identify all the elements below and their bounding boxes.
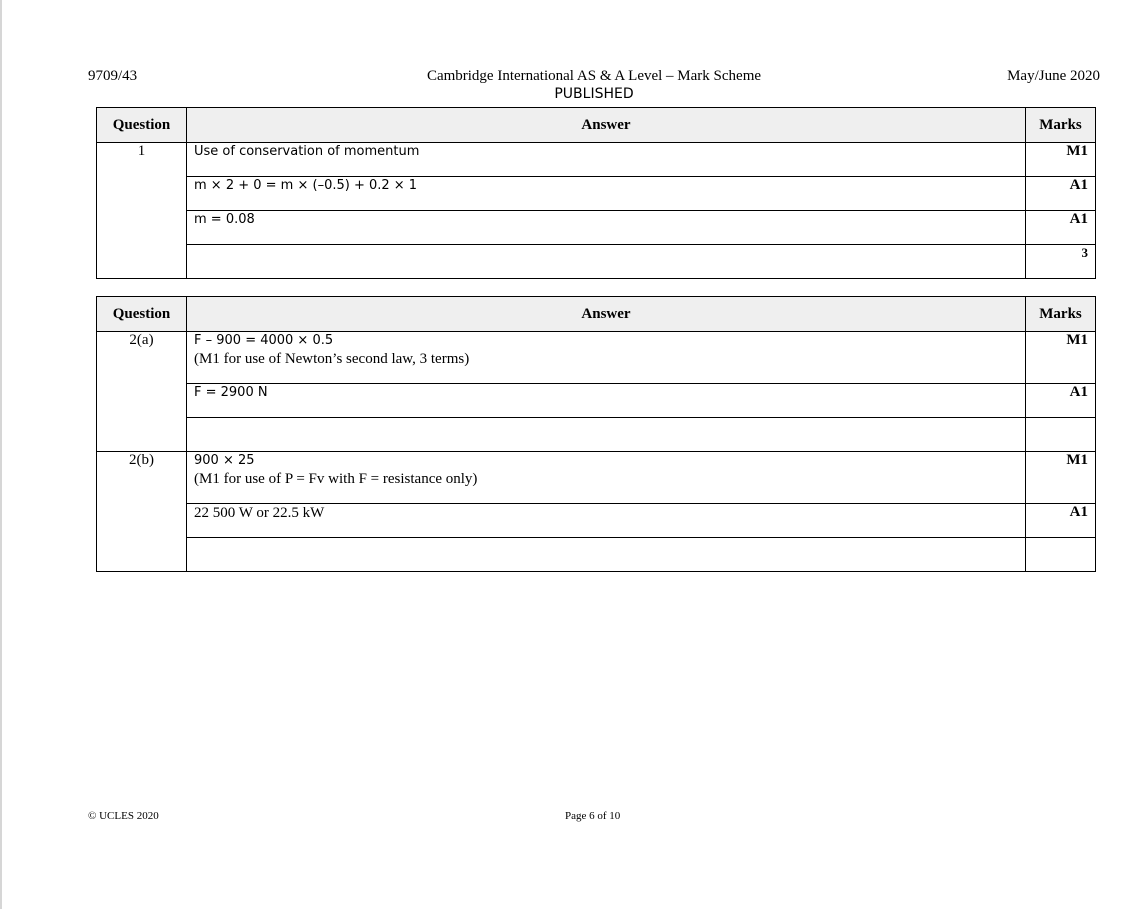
mark-cell (1026, 538, 1096, 572)
mark-cell (1026, 418, 1096, 452)
mark-scheme-table-1 (96, 107, 1096, 279)
document-subtitle: PUBLISHED (554, 86, 634, 102)
document-title-block (0, 67, 1125, 103)
table-header-row (97, 297, 1096, 332)
answer-cell (187, 538, 1026, 572)
exam-session: May/June 2020 (1007, 68, 1100, 84)
answer-cell (187, 332, 1026, 384)
answer-note: (M1 for use of P = Fv with F = resistance only) (194, 471, 478, 487)
answer-cell: Use of conservation of momentum (187, 143, 1026, 177)
paper-code: 9709/43 (88, 68, 138, 84)
table-row (97, 332, 1096, 384)
answer-note: (M1 for use of Newton’s second law, 3 terms) (194, 351, 470, 367)
table-row (97, 418, 1096, 452)
table-row (97, 245, 1096, 279)
answer-cell: m × 2 + 0 = m × (–0.5) + 0.2 × 1 (187, 177, 1026, 211)
answer-cell: 22 500 W or 22.5 kW (187, 504, 1026, 538)
page-number: Page 6 of 10 (565, 810, 621, 822)
column-header-marks: Marks (1026, 108, 1096, 143)
total-mark-cell: 3 (1026, 245, 1096, 279)
answer-cell (187, 245, 1026, 279)
mark-scheme-table-2 (96, 296, 1096, 572)
mark-cell: A1 (1026, 504, 1096, 538)
column-header-answer: Answer (187, 108, 1026, 143)
column-header-question: Question (97, 108, 187, 143)
mark-cell: M1 (1026, 332, 1096, 384)
question-number: 1 (97, 143, 187, 279)
table-row (97, 384, 1096, 418)
table-row (97, 177, 1096, 211)
answer-line: 900 × 25 (194, 453, 255, 468)
mark-cell: A1 (1026, 384, 1096, 418)
table-row (97, 211, 1096, 245)
answer-cell: F = 2900 N (187, 384, 1026, 418)
table-row (97, 452, 1096, 504)
document-title: Cambridge International AS & A Level – Mark Scheme (426, 68, 762, 84)
column-header-question: Question (97, 297, 187, 332)
copyright-notice: © UCLES 2020 (88, 810, 159, 822)
table-row (97, 538, 1096, 572)
page-edge (0, 0, 2, 909)
column-header-answer: Answer (187, 297, 1026, 332)
mark-cell: A1 (1026, 177, 1096, 211)
mark-cell: M1 (1026, 143, 1096, 177)
answer-cell (187, 418, 1026, 452)
table-row (97, 504, 1096, 538)
question-number: 2(a) (97, 332, 187, 452)
question-number: 2(b) (97, 452, 187, 572)
table-header-row (97, 108, 1096, 143)
table-row (97, 143, 1096, 177)
answer-cell: m = 0.08 (187, 211, 1026, 245)
answer-line: F – 900 = 4000 × 0.5 (194, 333, 334, 348)
mark-cell: M1 (1026, 452, 1096, 504)
answer-cell (187, 452, 1026, 504)
column-header-marks: Marks (1026, 297, 1096, 332)
mark-cell: A1 (1026, 211, 1096, 245)
